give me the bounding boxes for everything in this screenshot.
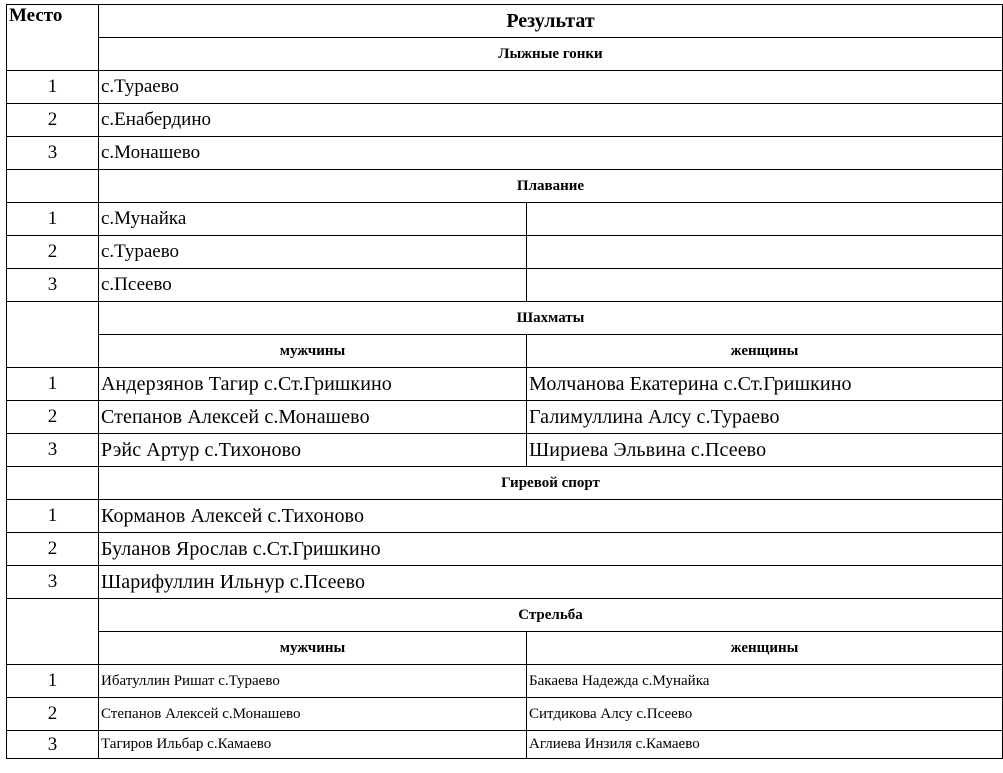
section-title-swimming: Плавание xyxy=(99,170,1003,203)
men-result-cell: Степанов Алексей с.Монашево xyxy=(99,401,527,434)
result-cell: с.Мунайка xyxy=(99,203,527,236)
table-row xyxy=(7,104,1003,137)
men-column-header: мужчины xyxy=(99,335,527,368)
section-title-ski: Лыжные гонки xyxy=(99,38,1003,71)
table-row xyxy=(7,269,1003,302)
result-cell: Буланов Ярослав с.Ст.Гришкино xyxy=(99,533,1003,566)
empty-result-cell xyxy=(527,203,1003,236)
women-result-cell: Шириева Эльвина с.Псеево xyxy=(527,434,1003,467)
table-row xyxy=(7,401,1003,434)
result-cell: с.Тураево xyxy=(99,71,1003,104)
place-cell: 3 xyxy=(7,269,99,302)
table-row xyxy=(7,500,1003,533)
empty-place-cell xyxy=(7,170,99,203)
women-result-cell: Ситдикова Алсу с.Псеево xyxy=(527,698,1003,731)
table-row xyxy=(7,698,1003,731)
men-result-cell: Тагиров Ильбар с.Камаево xyxy=(99,731,527,759)
place-cell: 1 xyxy=(7,665,99,698)
table-row xyxy=(7,71,1003,104)
men-result-cell: Рэйс Артур с.Тихоново xyxy=(99,434,527,467)
place-cell: 1 xyxy=(7,368,99,401)
section-title-shooting: Стрельба xyxy=(99,599,1003,632)
result-cell: Шарифуллин Ильнур с.Псеево xyxy=(99,566,1003,599)
result-cell: с.Псеево xyxy=(99,269,527,302)
section-title-kettlebell: Гиревой спорт xyxy=(99,467,1003,500)
result-column-header: Результат xyxy=(99,5,1003,38)
women-result-cell: Галимуллина Алсу с.Тураево xyxy=(527,401,1003,434)
results-table xyxy=(6,4,1003,759)
section-title-chess: Шахматы xyxy=(99,302,1003,335)
table-row xyxy=(7,203,1003,236)
men-result-cell: Андерзянов Тагир с.Ст.Гришкино xyxy=(99,368,527,401)
empty-place-cell xyxy=(7,302,99,368)
table-row xyxy=(7,566,1003,599)
empty-place-cell xyxy=(7,599,99,665)
place-cell: 3 xyxy=(7,731,99,759)
place-cell: 3 xyxy=(7,137,99,170)
table-row xyxy=(7,731,1003,759)
table-row xyxy=(7,137,1003,170)
place-cell: 2 xyxy=(7,698,99,731)
men-column-header: мужчины xyxy=(99,632,527,665)
table-row xyxy=(7,665,1003,698)
men-result-cell: Ибатуллин Ришат с.Тураево xyxy=(99,665,527,698)
empty-result-cell xyxy=(527,236,1003,269)
place-cell: 2 xyxy=(7,401,99,434)
place-cell: 1 xyxy=(7,203,99,236)
women-result-cell: Бакаева Надежда с.Мунайка xyxy=(527,665,1003,698)
men-result-cell: Степанов Алексей с.Монашево xyxy=(99,698,527,731)
place-cell: 1 xyxy=(7,71,99,104)
result-cell: Корманов Алексей с.Тихоново xyxy=(99,500,1003,533)
place-cell: 3 xyxy=(7,566,99,599)
empty-result-cell xyxy=(527,269,1003,302)
table-row xyxy=(7,368,1003,401)
place-column-header: Место xyxy=(7,5,99,71)
place-cell: 3 xyxy=(7,434,99,467)
women-column-header: женщины xyxy=(527,335,1003,368)
result-cell: с.Тураево xyxy=(99,236,527,269)
place-cell: 2 xyxy=(7,533,99,566)
table-row xyxy=(7,533,1003,566)
women-column-header: женщины xyxy=(527,632,1003,665)
empty-place-cell xyxy=(7,467,99,500)
place-cell: 1 xyxy=(7,500,99,533)
table-row xyxy=(7,434,1003,467)
result-cell: с.Енабердино xyxy=(99,104,1003,137)
place-cell: 2 xyxy=(7,236,99,269)
result-cell: с.Монашево xyxy=(99,137,1003,170)
women-result-cell: Аглиева Инзиля с.Камаево xyxy=(527,731,1003,759)
table-row xyxy=(7,236,1003,269)
place-cell: 2 xyxy=(7,104,99,137)
women-result-cell: Молчанова Екатерина с.Ст.Гришкино xyxy=(527,368,1003,401)
